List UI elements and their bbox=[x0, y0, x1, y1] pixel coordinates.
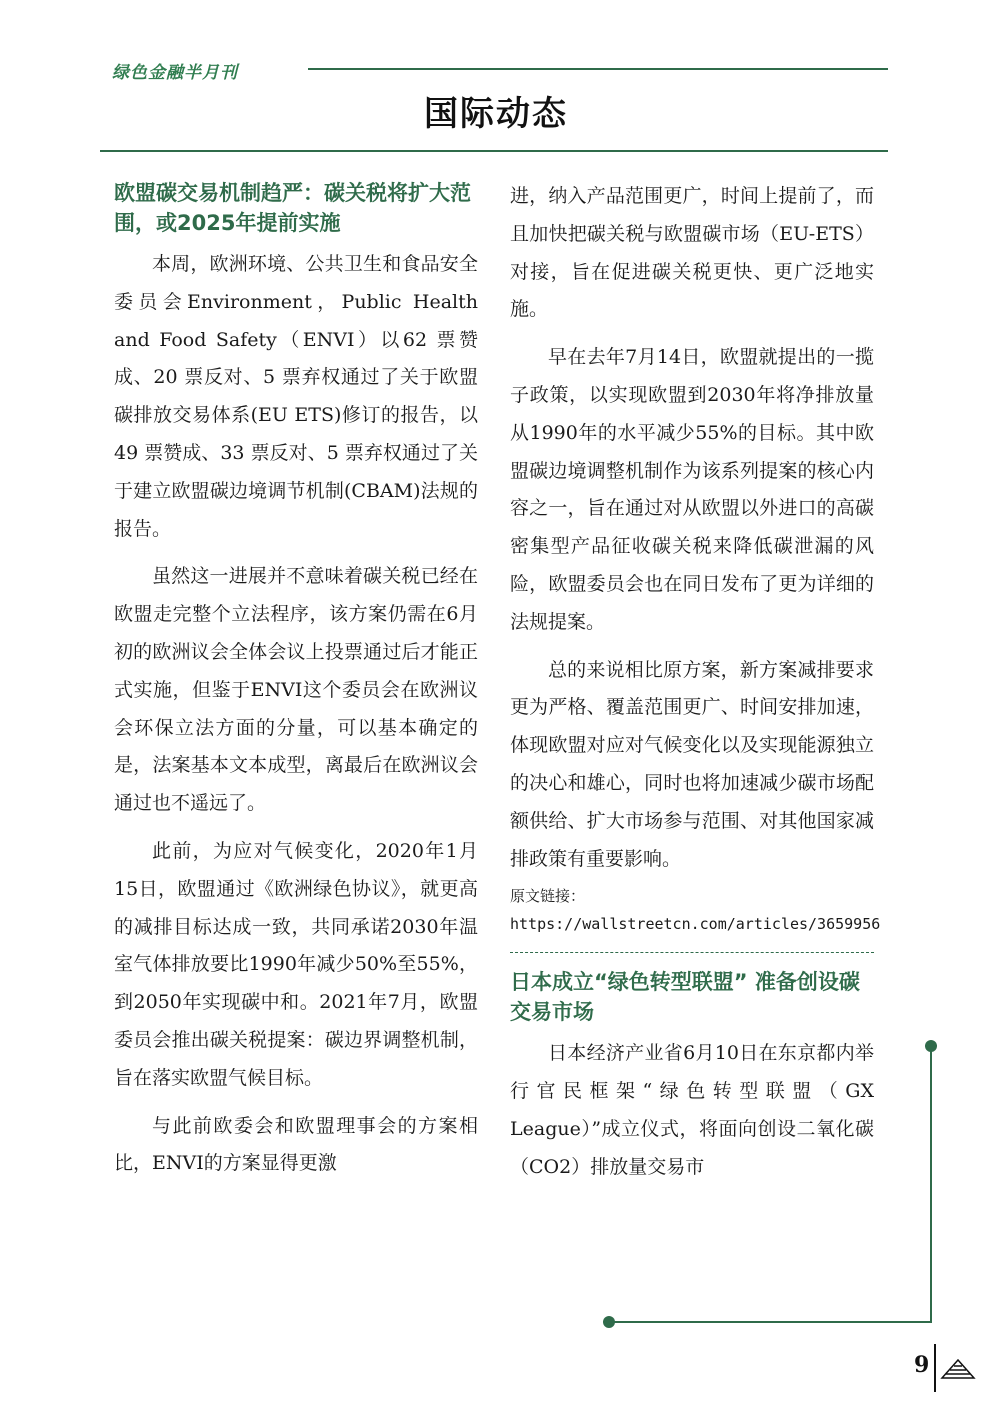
paragraph: 此前，为应对气候变化，2020年1月15日，欧盟通过《欧洲绿色协议》，就更高的减排目标达成一致，共同承诺2030年温室气体排放要比1990年减少50%至55%，到2050年实现碳中和。2021年7月，欧盟委员会推出碳关税提案：碳边界调整机制，旨在落实欧盟气候目标。 bbox=[114, 839, 478, 1089]
article-divider bbox=[510, 952, 874, 953]
article-title-eu: 欧盟碳交易机制趋严：碳关税将扩大范围，或2025年提前实施 bbox=[114, 181, 471, 235]
header-rule bbox=[308, 68, 888, 70]
masthead-title: 绿色金融半月刊 bbox=[112, 63, 238, 83]
paragraph: 总的来说相比原方案，新方案减排要求更为严格、覆盖范围更广、时间安排加速，体现欧盟对应对气候变化以及实现能源独立的决心和雄心，同时也将加速减少碳市场配额供给、扩大市场参与范围、对其他国家减排政策有重要影响。 bbox=[510, 658, 874, 870]
paragraph: 日本经济产业省6月10日在东京都内举行官民框架“绿色转型联盟（GX League）”成立仪式，将面向创设二氧化碳（CO2）排放量交易市 bbox=[510, 1042, 874, 1178]
left-column bbox=[114, 178, 478, 1193]
paragraph: 本周，欧洲环境、公共卫生和食品安全委员会Environment，Public Health and Food Safety（ENVI）以62 票赞成、20 票反对、5 票弃权通过了关于欧盟碳排放交易体系(EU ETS)修订的报告，以49 票赞成、33 票反对、5 票弃权通过了关于建立欧盟碳边境调节机制(CBAM)法规的报告。 bbox=[114, 253, 478, 540]
frame-dot bbox=[603, 1316, 615, 1328]
stairs-icon bbox=[940, 1356, 976, 1380]
paragraph: 与此前欧委会和欧盟理事会的方案相比，ENVI的方案显得更激 bbox=[114, 1114, 478, 1175]
paragraph-continued: 进，纳入产品范围更广，时间上提前了，而且加快把碳关税与欧盟碳市场（EU-ETS）对接，旨在促进碳关税更快、更广泛地实施。 bbox=[510, 185, 874, 321]
section-title: 国际动态 bbox=[424, 94, 568, 134]
frame-dot bbox=[925, 1040, 937, 1052]
section-rule bbox=[100, 150, 888, 152]
source-link[interactable]: 原文链接：https://wallstreetcn.com/articles/3659956 bbox=[510, 887, 881, 934]
paragraph: 早在去年7月14日，欧盟就提出的一揽子政策，以实现欧盟到2030年将净排放量从1990年的水平减少55%的目标。其中欧盟碳边境调整机制作为该系列提案的核心内容之一，旨在通过对从欧盟以外进口的高碳密集型产品征收碳关税来降低碳泄漏的风险，欧盟委员会也在同日发布了更为详细的法规提案。 bbox=[510, 346, 874, 633]
frame-line-horizontal bbox=[608, 1321, 932, 1323]
page-number: 9 bbox=[914, 1352, 930, 1378]
paragraph: 虽然这一进展并不意味着碳关税已经在欧盟走完整个立法程序，该方案仍需在6月初的欧洲议会全体会议上投票通过后才能正式实施，但鉴于ENVI这个委员会在欧洲议会环保立法方面的分量，可以基本确定的是，法案基本文本成型，离最后在欧洲议会通过也不遥远了。 bbox=[114, 565, 478, 815]
frame-line-vertical bbox=[930, 1046, 932, 1322]
right-column bbox=[510, 178, 881, 1197]
article-title-japan: 日本成立“绿色转型联盟” 准备创设碳交易市场 bbox=[510, 970, 860, 1025]
page-number-bar bbox=[934, 1344, 936, 1392]
